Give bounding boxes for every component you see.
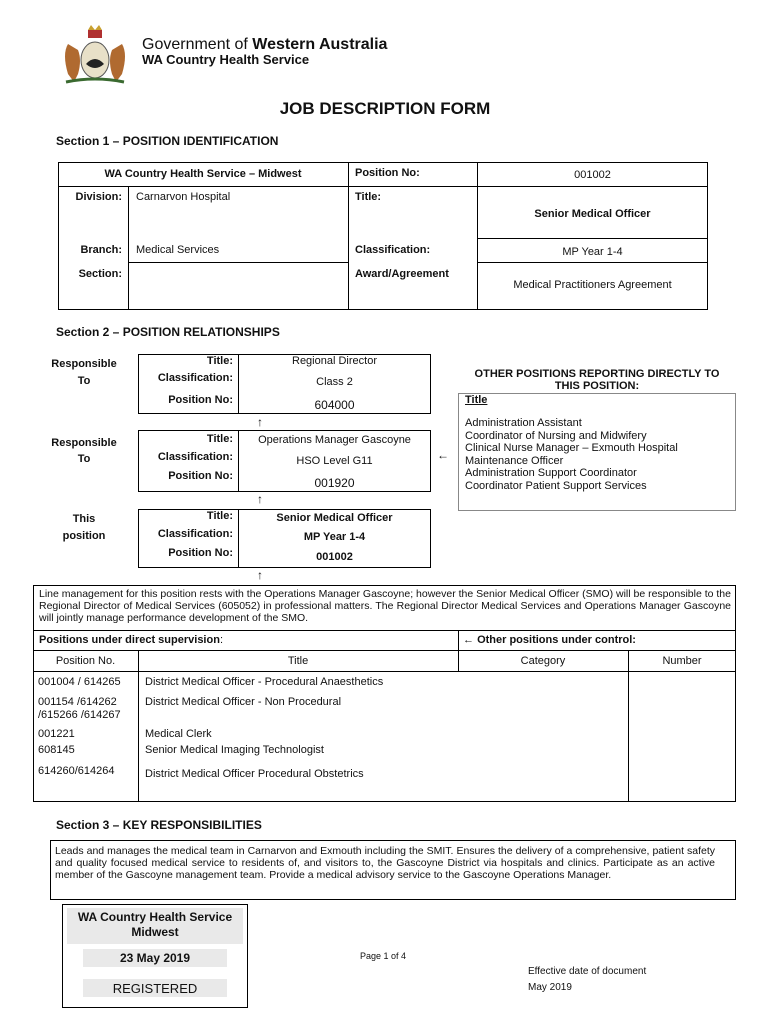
division-label: Division: xyxy=(75,191,122,203)
box1-title-label: Title: xyxy=(206,355,233,367)
row-title: Medical Clerk xyxy=(145,728,212,740)
box3-classification: MP Year 1-4 xyxy=(303,531,366,543)
box1-side-line2: To xyxy=(77,375,91,387)
box1-classification: Class 2 xyxy=(316,376,353,388)
section1-heading: Section 1 – POSITION IDENTIFICATION xyxy=(56,134,279,148)
box3-side-line2: position xyxy=(62,530,106,542)
registered-stamp xyxy=(62,904,248,1008)
title-value: Senior Medical Officer xyxy=(534,208,651,220)
col-title: Title xyxy=(287,655,309,667)
form-title: JOB DESCRIPTION FORM xyxy=(279,99,491,118)
list-item: Maintenance Officer xyxy=(465,454,564,467)
branch-value: Medical Services xyxy=(136,244,220,256)
box2-class-label: Classification: xyxy=(157,451,233,463)
box3-side-line1: This xyxy=(72,513,96,525)
box2-title-label: Title: xyxy=(206,433,233,445)
box2-posno-label: Position No: xyxy=(168,470,233,482)
other-positions-heading: OTHER POSITIONS REPORTING DIRECTLY TO THIS POSITION: xyxy=(474,368,720,392)
row-position-no: 608145 xyxy=(38,744,75,756)
row-title: Senior Medical Imaging Technologist xyxy=(145,744,324,756)
row-position-no: 001004 / 614265 xyxy=(38,676,121,688)
classification-label: Classification: xyxy=(355,244,431,256)
division-value: Carnarvon Hospital xyxy=(136,191,231,203)
position-no-value: 001002 xyxy=(574,169,611,181)
list-item: Administration Assistant xyxy=(465,417,582,429)
direct-supervision-colon: : xyxy=(219,634,223,646)
classification-value: MP Year 1-4 xyxy=(562,246,623,258)
box1-side-line1: Responsible xyxy=(51,358,117,370)
col-category: Category xyxy=(520,655,566,667)
row-position-no: 614260/614264 xyxy=(38,765,115,777)
box3-class-label: Classification: xyxy=(157,528,233,540)
section2-heading: Section 2 – POSITION RELATIONSHIPS xyxy=(56,325,280,339)
effective-date-label: Effective date of document xyxy=(528,966,647,977)
list-item: Coordinator Patient Support Services xyxy=(465,479,647,492)
gov-bold-text: Western Australia xyxy=(252,36,388,53)
position-no-label: Position No: xyxy=(355,167,420,179)
arrow-up-icon: ↑ xyxy=(257,568,263,582)
row-title: District Medical Officer Procedural Obstetrics xyxy=(145,768,364,780)
arrow-left-icon: ← xyxy=(437,448,449,462)
box1-position-no: 604000 xyxy=(314,398,355,412)
other-control-label xyxy=(463,634,636,646)
box2-classification: HSO Level G11 xyxy=(296,455,373,467)
section-label: Section: xyxy=(78,268,122,280)
stamp-date: 23 May 2019 xyxy=(119,951,191,965)
stamp-line2: Midwest xyxy=(131,925,179,939)
arrow-up-icon: ↑ xyxy=(257,415,263,429)
box3-title-label: Title: xyxy=(206,510,233,522)
gov-light-text: Government of xyxy=(142,36,253,53)
box1-class-label: Classification: xyxy=(157,372,233,384)
direct-supervision-bold: Positions under direct supervision xyxy=(39,634,220,646)
other-positions-list xyxy=(465,417,678,492)
line-management-text: Line management for this position rests with the Operations Manager Gascoyne; however the Senior Medical Officer (SMO) will be responsible to the Regional Director of Medical Services (605052) in professional matters. The Regional Director Medical Services and Operations Manager Gascoyne will jointly manage performance development of the SMO. xyxy=(39,588,731,624)
arrow-up-icon: ↑ xyxy=(257,492,263,506)
box2-side-line2: To xyxy=(77,453,91,465)
box1-title: Regional Director xyxy=(292,355,377,367)
branch-label: Branch: xyxy=(80,244,122,256)
row-position-no: 001154 /614262 /615266 /614267 xyxy=(38,696,121,721)
list-item: Clinical Nurse Manager – Exmouth Hospital xyxy=(465,442,678,454)
service-title: WA Country Health Service xyxy=(142,52,310,67)
list-item: Administration Support Coordinator xyxy=(465,467,637,479)
org-name: WA Country Health Service – Midwest xyxy=(104,168,302,180)
key-responsibilities-text: Leads and manages the medical team in Carnarvon and Exmouth including the SMIT. Ensures the delivery of a comprehensive, patient safety and quality focused medical service to residents of, and visitors to, the Gascoyne District via hospitals and clinics. Participate as an active member of the Gascoyne management team. Provide a medical advisory service to the Gascoyne Operations Manager. xyxy=(55,845,715,881)
award-label: Award/Agreement xyxy=(355,268,449,280)
stamp-line1: WA Country Health Service xyxy=(77,910,233,924)
box3-title: Senior Medical Officer xyxy=(276,512,393,524)
row-position-no: 001221 xyxy=(38,728,75,740)
box2-position-no: 001920 xyxy=(314,476,355,490)
arrow-left-icon: ← xyxy=(463,634,478,646)
row-title: District Medical Officer - Procedural Anaesthetics xyxy=(145,676,384,688)
box2-title: Operations Manager Gascoyne xyxy=(258,434,411,446)
stamp-status: REGISTERED xyxy=(112,981,198,996)
section3-heading: Section 3 – KEY RESPONSIBILITIES xyxy=(56,818,262,832)
row-title: District Medical Officer - Non Procedural xyxy=(145,696,342,708)
wa-crest-logo xyxy=(58,24,132,86)
box3-position-no: 001002 xyxy=(316,551,353,563)
col-position-no: Position No. xyxy=(55,655,116,667)
title-label: Title: xyxy=(355,191,382,203)
other-title-label: Title xyxy=(465,394,488,406)
box2-side-line1: Responsible xyxy=(51,437,117,449)
other-control-text: Other positions under control: xyxy=(477,634,636,646)
page-number: Page 1 of 4 xyxy=(360,951,407,961)
box1-posno-label: Position No: xyxy=(168,394,233,406)
list-item: Coordinator of Nursing and Midwifery xyxy=(465,429,647,442)
direct-supervision-label xyxy=(39,634,223,646)
col-number: Number xyxy=(662,655,702,667)
box3-posno-label: Position No: xyxy=(168,547,233,559)
award-value: Medical Practitioners Agreement xyxy=(513,279,672,291)
effective-date-value: May 2019 xyxy=(528,982,572,993)
